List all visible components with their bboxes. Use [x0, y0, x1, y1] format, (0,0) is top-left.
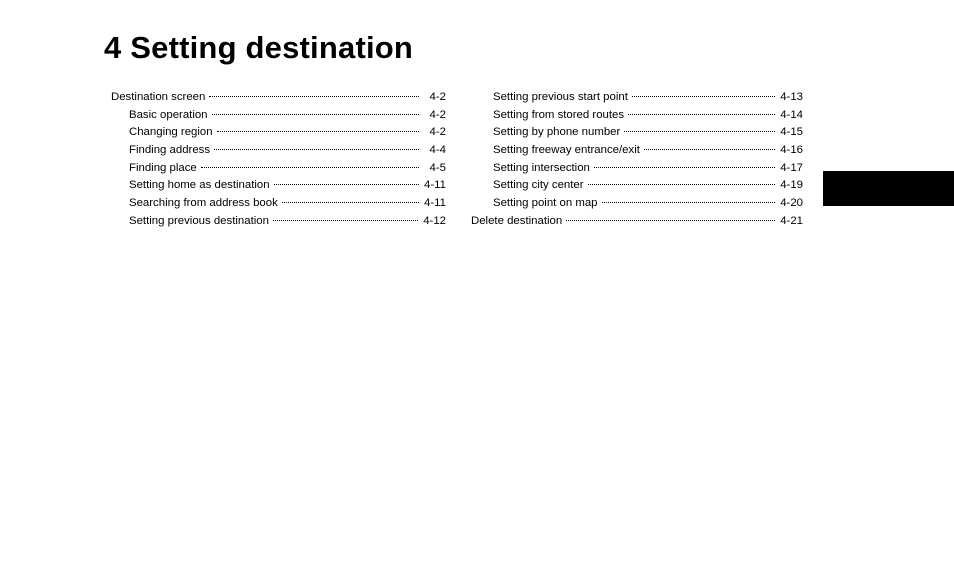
- toc-entry-label: Searching from address book: [129, 197, 278, 210]
- toc-entry-page: 4-2: [429, 126, 446, 139]
- toc-dot-leader: [282, 202, 419, 203]
- toc-entry-page: 4-16: [780, 144, 803, 157]
- toc-entry-page: 4-2: [429, 91, 446, 103]
- toc-entry-label: Destination screen: [111, 91, 206, 103]
- toc-entry[interactable]: [471, 160, 803, 178]
- toc-entry-page: 4-17: [780, 161, 803, 174]
- toc-dot-leader: [566, 220, 775, 221]
- toc-entry-page: 4-11: [424, 179, 446, 192]
- chapter-thumb-tab: [823, 171, 954, 206]
- toc-entry-label: Delete destination: [471, 214, 563, 227]
- toc-entry-page: 4-13: [780, 91, 803, 103]
- toc-entry-label: Setting by phone number: [493, 126, 621, 139]
- toc-entry-page: 4-14: [780, 108, 803, 121]
- toc-entry[interactable]: [471, 142, 803, 160]
- toc-entry-label: Setting city center: [493, 179, 584, 192]
- toc-dot-leader: [594, 167, 775, 168]
- toc-dot-leader: [628, 114, 775, 115]
- toc-entry-label: Setting intersection: [493, 161, 590, 174]
- toc-entry-label: Setting point on map: [493, 197, 598, 210]
- toc-entry[interactable]: [111, 142, 446, 160]
- toc-entry[interactable]: [111, 160, 446, 178]
- toc-entry-page: 4-5: [429, 161, 446, 174]
- toc-dot-leader: [602, 202, 776, 203]
- toc-column-right: [471, 89, 803, 231]
- toc-dot-leader: [214, 149, 419, 150]
- toc-entry-page: 4-21: [780, 214, 803, 227]
- toc-dot-leader: [217, 131, 419, 132]
- toc-dot-leader: [632, 96, 775, 97]
- toc-entry[interactable]: [111, 177, 446, 195]
- toc-entry-label: Basic operation: [129, 108, 208, 121]
- toc-entry[interactable]: [471, 124, 803, 142]
- toc-dot-leader: [624, 131, 775, 132]
- toc-entry[interactable]: [471, 177, 803, 195]
- toc-entry-page: 4-20: [780, 197, 803, 210]
- toc-entry-page: 4-2: [429, 108, 446, 121]
- toc-column-left: [111, 89, 446, 231]
- page-title: 4 Setting destination: [104, 30, 414, 65]
- toc-entry[interactable]: [471, 195, 803, 213]
- toc-entry[interactable]: [471, 89, 803, 107]
- toc-dot-leader: [588, 184, 776, 185]
- toc-entry-page: 4-19: [780, 179, 803, 192]
- toc-entry-label: Setting home as destination: [129, 179, 270, 192]
- toc-entry[interactable]: [111, 213, 446, 231]
- toc-dot-leader: [274, 184, 419, 185]
- toc-dot-leader: [212, 114, 419, 115]
- toc-entry[interactable]: [111, 107, 446, 125]
- toc-entry-page: 4-12: [423, 214, 446, 227]
- toc-entry-page: 4-15: [780, 126, 803, 139]
- toc-entry-label: Changing region: [129, 126, 213, 139]
- toc-entry-label: Setting freeway entrance/exit: [493, 144, 640, 157]
- toc-entry-page: 4-4: [429, 144, 446, 157]
- toc-entry[interactable]: [471, 107, 803, 125]
- toc-dot-leader: [209, 96, 419, 97]
- toc-entry[interactable]: [471, 213, 803, 231]
- toc-dot-leader: [273, 220, 418, 221]
- toc-entry-page: 4-11: [424, 197, 446, 210]
- toc-entry-label: Finding place: [129, 161, 197, 174]
- toc-entry-label: Setting from stored routes: [493, 108, 625, 121]
- toc-dot-leader: [201, 167, 419, 168]
- toc-entry-label: Setting previous start point: [493, 91, 628, 103]
- toc-entry[interactable]: [111, 195, 446, 213]
- toc-dot-leader: [644, 149, 775, 150]
- toc-entry-label: Setting previous destination: [129, 214, 269, 227]
- toc-entry-label: Finding address: [129, 144, 211, 157]
- toc-entry[interactable]: [111, 89, 446, 107]
- toc-entry[interactable]: [111, 124, 446, 142]
